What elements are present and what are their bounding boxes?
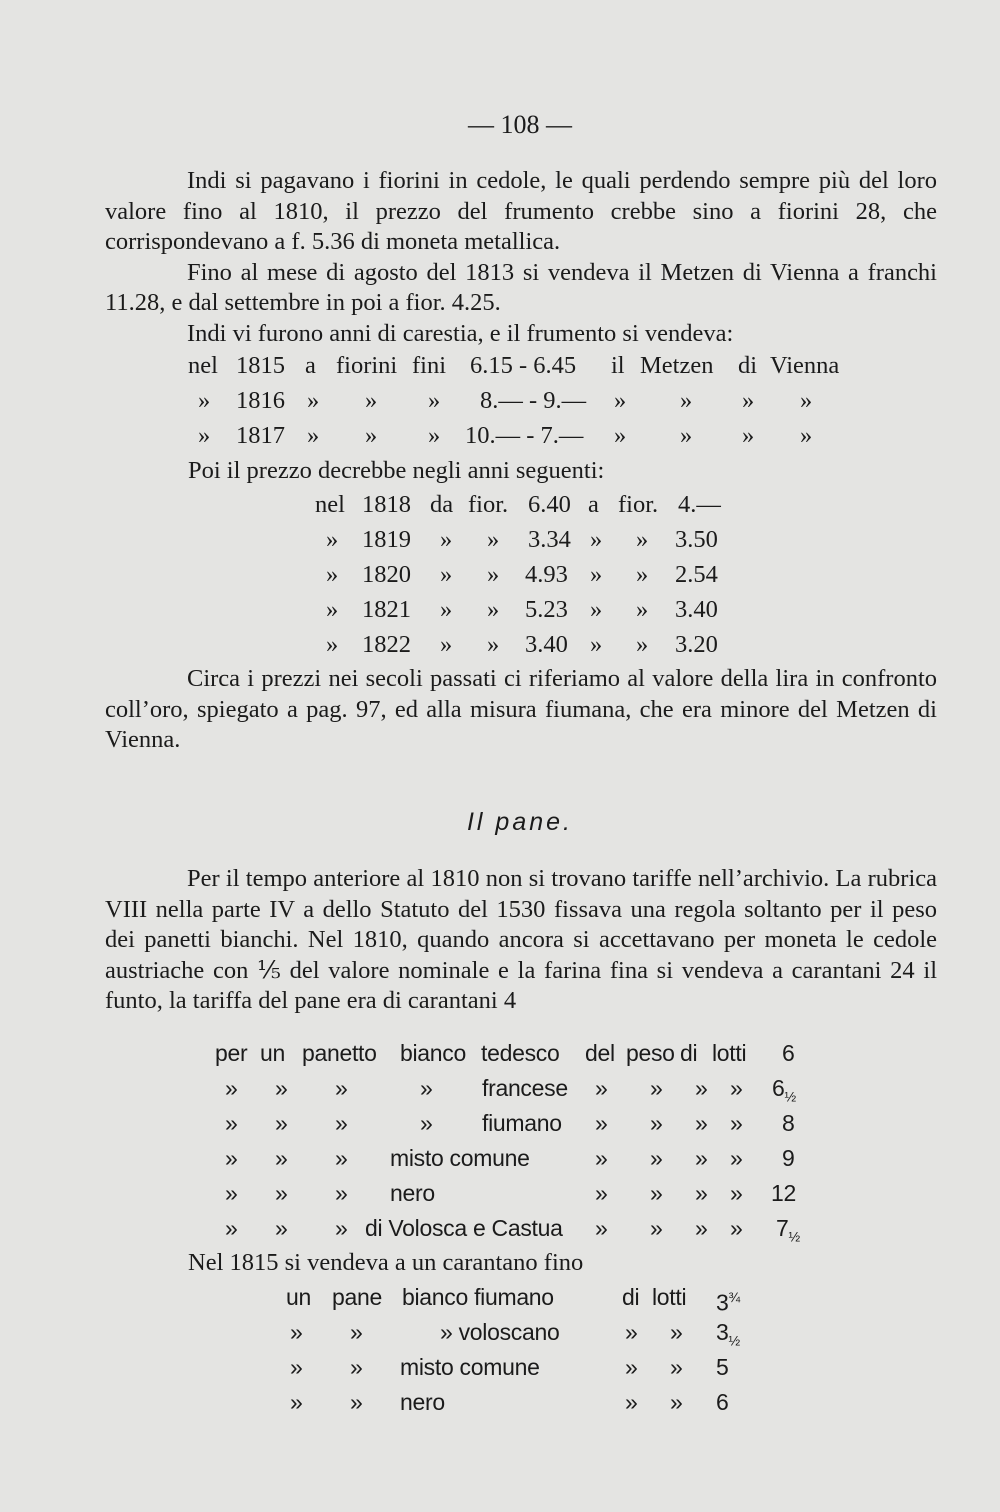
weight-value: $6_{\frac{1}{2}}$ xyxy=(772,1075,796,1105)
paragraph-centuries: Circa i prezzi nei secoli passati ci riferiamo al valore della lira in confronto coll’oro, spiegato a pag. 97, ed alla misura fiumana, che era minore del Metzen di Vienna. xyxy=(105,665,937,753)
paragraph-carestia: Indi vi furono anni di carestia, e il frumento si vendeva: xyxy=(187,319,734,347)
weight-value: $7_{\frac{1}{2}}$ xyxy=(776,1215,800,1245)
page-number: — 108 — xyxy=(468,110,572,139)
weight-value: $3^{\frac{3}{4}}$ xyxy=(716,1289,740,1316)
bread-section xyxy=(105,864,937,1017)
paragraph-bread: Per il tempo anteriore al 1810 non si trovano tariffe nell’archivio. La rubrica VIII nella parte IV a dello Statuto del 1530 fissava una regola soltanto per il peso dei panetti bianchi. Nel 1810, quando ancora si accettavano per moneta le cedole austriache con ⅕ del valore nominale e la farina fina si vendeva a carantani 24 il funto, la tariffa del pane era di carantani 4 xyxy=(105,865,937,1014)
centuries-section xyxy=(105,664,937,756)
book-page: — 108 — Indi si pagavano i fiorini in cedole, le quali perdendo sempre più del loro valore fino al 1810, il prezzo del frumento crebbe sino a fiorini 28, che corrispondevano a f. 5.36 di moneta metallica. Fino al mese di agosto del 1813 si vendeva il Metzen di Vienna a franchi 11.28, e dal settembre in poi a fior. 4.25. Indi vi furono anni di carestia, e il frumento si vendeva: nel 1815 a fiorini fini 6.15 - 6.45 il Metzen di Vienna » 1816 » » » 8.— - 9.— » » » » » 1817 » » » 10.— - 7.— » » » » Poi il prezzo decrebbe negli anni seguenti: nel 1818 da fior. 6.40 a fior. 4.— » 1819 » » 3.34 » » 3.50 » 1820 » » 4.93 » » 2.54 » 1821 » » 5.23 » » 3.40 » 1822 » » 3.40 » » 3.20 Circa i prezzi nei secoli passati ci riferiamo al valore della lira in confronto coll’oro, spiegato a pag. 97, ed alla misura fiumana, che era minore del Metzen di Vienna. Il pane. Per il tempo anteriore al 1810 non si trovano tariffe nell’archivio. La rubrica VIII nella parte IV a dello Statuto del 1530 fissava una regola soltanto per il peso dei panetti bianchi. Nel 1810, quando ancora si accettavano per moneta le cedole austriache con ⅕ del valore nominale e la farina fina si vendeva a carantani 24 il funto, la tariffa del pane era di carantani 4 per un panetto bianco tedesco del peso di lotti 6 » » » » francese » » » » $6_{\frac{1}{2}}$ » » » » fiumano » » » » 8 » » » misto comune » » » » 9 » » » nero » » » » 12 » » » di Volosca e Castua » » » » $7_{\frac{1}{2}}$ Nel 1815 si vendeva a un carantano fino un pane bianco fiumano di lotti $3^{\frac{3}{4}}$ » » » voloscano » » $3_{\frac{1}{2}}$ » » misto comune » » 5 » » nero » » 6 xyxy=(0,0,1000,1512)
decrease-intro: Poi il prezzo decrebbe negli anni seguenti: xyxy=(188,457,605,484)
section-heading: Il pane. xyxy=(466,808,573,836)
paragraph-cedole: Indi si pagavano i fiorini in cedole, le quali perdendo sempre più del loro valore fino al 1810, il prezzo del frumento crebbe sino a fiorini 28, che corrispondevano a f. 5.36 di moneta metallica. xyxy=(105,167,937,255)
paragraph-1813: Fino al mese di agosto del 1813 si vendeva il Metzen di Vienna a franchi 11.28, e dal settembre in poi a fior. 4.25. xyxy=(105,258,937,316)
weight-value: $3_{\frac{1}{2}}$ xyxy=(716,1319,740,1349)
intro-section xyxy=(105,166,937,349)
table4-intro: Nel 1815 si vendeva a un carantano fino xyxy=(188,1249,584,1276)
